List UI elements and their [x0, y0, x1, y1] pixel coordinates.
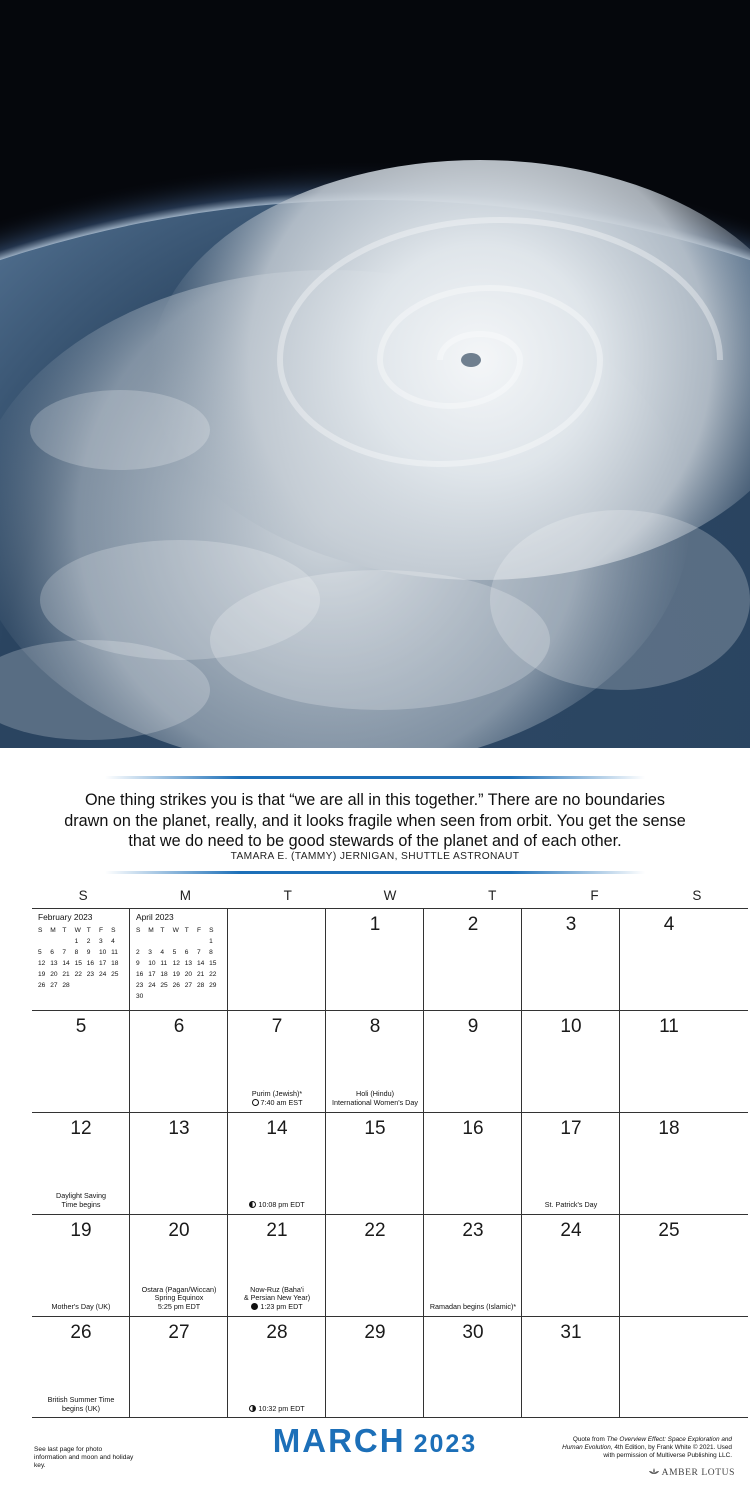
- mini-calendar-weekday: M: [50, 927, 56, 934]
- mini-calendar-cell: [130, 908, 228, 1010]
- moon-phase: [230, 1405, 324, 1414]
- day-cell-31[interactable]: [522, 1316, 620, 1418]
- mini-calendar-day: 24: [98, 971, 107, 978]
- holiday-label: Ostara (Pagan/Wiccan) Spring Equinox 5:25 pm EDT: [141, 1284, 217, 1312]
- quote-source-note: [562, 1436, 732, 1459]
- mini-calendar-day: [209, 991, 221, 1002]
- mini-calendar-day: 18: [111, 960, 119, 967]
- mini-calendar-day: [75, 980, 87, 991]
- weekday-label: S: [692, 888, 702, 903]
- day-number: 2: [467, 914, 479, 935]
- mini-calendar-day: [160, 936, 172, 947]
- day-cell-17[interactable]: [522, 1112, 620, 1214]
- quote-author: TAMARA E. (TAMMY) JERNIGAN, SHUTTLE ASTRONAUT: [230, 851, 520, 862]
- mini-calendar-day: 20: [50, 971, 58, 978]
- moon-time: 10:32 pm EDT: [258, 1404, 305, 1414]
- publisher-name: AMBER LOTUS: [661, 1468, 735, 1478]
- mini-calendar-weekday: T: [86, 927, 91, 934]
- moon-phase: [230, 1201, 324, 1210]
- day-note: [426, 1303, 520, 1312]
- day-number: 7: [271, 1016, 283, 1037]
- weekday-label: T: [283, 888, 292, 903]
- day-cell-6[interactable]: [130, 1010, 228, 1112]
- mini-calendar-day: 1: [209, 938, 213, 945]
- day-note: [524, 1201, 618, 1210]
- mini-calendar-day: 8: [209, 949, 213, 956]
- day-number: 24: [560, 1220, 582, 1241]
- mini-calendar-day: 30: [136, 993, 144, 1000]
- mini-calendar-day: 15: [74, 960, 82, 967]
- mini-calendar-day: 17: [148, 971, 156, 978]
- day-number: 15: [364, 1118, 386, 1139]
- mini-calendar-day: 21: [62, 971, 70, 978]
- day-cell-3[interactable]: [522, 908, 620, 1010]
- mini-calendar-day: 11: [111, 949, 118, 956]
- day-cell-29[interactable]: [326, 1316, 424, 1418]
- day-number: 9: [467, 1016, 479, 1037]
- day-cell-21[interactable]: [228, 1214, 326, 1316]
- day-number: 14: [266, 1118, 288, 1139]
- day-cell-11[interactable]: [620, 1010, 718, 1112]
- day-number: 23: [462, 1220, 484, 1241]
- holiday-label: British Summer Time begins (UK): [47, 1395, 115, 1414]
- moon-phase: [230, 1303, 324, 1312]
- mini-calendar-weekday: W: [74, 927, 81, 934]
- source-prefix: Quote from: [572, 1436, 607, 1443]
- mini-calendar-day: 8: [74, 949, 79, 956]
- mini-calendar-day: 15: [209, 960, 217, 967]
- mini-calendar-day: 10: [98, 949, 107, 956]
- day-number: 17: [560, 1118, 582, 1139]
- mini-calendar-day: 10: [148, 960, 156, 967]
- day-number: 28: [266, 1322, 288, 1343]
- day-cell-27[interactable]: [130, 1316, 228, 1418]
- day-note: [34, 1396, 128, 1414]
- mini-calendar-day: [173, 936, 185, 947]
- mini-calendar-day: 25: [111, 971, 119, 978]
- mini-calendar-day: 29: [209, 982, 217, 989]
- day-cell-15[interactable]: [326, 1112, 424, 1214]
- holiday-label: Now-Ruz (Baha'i & Persian New Year): [243, 1284, 311, 1303]
- mini-calendar-week: [136, 991, 221, 1002]
- mini-calendar-day: 23: [86, 971, 95, 978]
- mini-calendar-day: 23: [136, 982, 144, 989]
- mini-calendar-day: 22: [74, 971, 82, 978]
- mini-calendar-day: 2: [86, 938, 91, 945]
- mini-calendar-weekday: T: [160, 927, 165, 934]
- photo-info-note: See last page for photo information and moon and holiday key.: [34, 1446, 134, 1469]
- mini-calendar-day: 20: [184, 971, 193, 978]
- day-cell-19[interactable]: [32, 1214, 130, 1316]
- weekday-label: M: [179, 888, 192, 903]
- day-cell-7[interactable]: [228, 1010, 326, 1112]
- day-cell-13[interactable]: [130, 1112, 228, 1214]
- mini-calendar-day: [148, 991, 160, 1002]
- weekday-label: F: [590, 888, 599, 903]
- moon-time: 1:23 pm EDT: [260, 1302, 303, 1312]
- mini-calendar-day: 1: [74, 938, 79, 945]
- mini-calendar-day: [197, 936, 209, 947]
- mini-calendar-weekday: T: [62, 927, 67, 934]
- quote-bottom-rule: [105, 871, 645, 874]
- day-number: 20: [168, 1220, 190, 1241]
- day-note: [230, 1201, 324, 1210]
- mini-calendar-day: 13: [184, 960, 193, 967]
- mini-calendar-table: [136, 925, 221, 1002]
- mini-calendar-day: 28: [196, 982, 205, 989]
- mini-calendar-day: 17: [98, 960, 107, 967]
- mini-calendar-cell: [32, 908, 130, 1010]
- day-cell-5[interactable]: [32, 1010, 130, 1112]
- day-number: 6: [173, 1016, 185, 1037]
- mini-calendar-day: 9: [136, 960, 140, 967]
- holiday-label: Mother's Day (UK): [51, 1302, 111, 1312]
- mini-calendar-day: 16: [136, 971, 144, 978]
- mini-calendar-day: 14: [196, 960, 205, 967]
- mini-calendar-day: 7: [62, 949, 67, 956]
- weekday-label: W: [383, 888, 397, 903]
- mini-calendar-day: [87, 980, 99, 991]
- mini-calendar-week: [38, 947, 123, 958]
- mini-calendar-week: [136, 936, 221, 947]
- mini-calendar-day: 5: [172, 949, 177, 956]
- day-number: 21: [266, 1220, 288, 1241]
- weekday-label: S: [78, 888, 88, 903]
- holiday-label: St. Patrick's Day: [544, 1200, 598, 1210]
- mini-calendar-day: 27: [184, 982, 193, 989]
- month-name: MARCH: [272, 1422, 406, 1459]
- holiday-label: Holi (Hindu) International Women's Day: [332, 1089, 418, 1108]
- day-note: [34, 1192, 128, 1210]
- holiday-label: Daylight Saving Time begins: [56, 1191, 106, 1210]
- mini-calendar-day: [38, 936, 50, 947]
- day-cell-20[interactable]: [130, 1214, 228, 1316]
- day-number: 29: [364, 1322, 386, 1343]
- day-number: 31: [560, 1322, 582, 1343]
- day-note: [132, 1286, 226, 1312]
- mini-calendar-weekday: S: [136, 927, 141, 934]
- mini-calendar-day: 12: [172, 960, 180, 967]
- mini-calendar-day: 19: [38, 971, 46, 978]
- mini-calendar-weekday: S: [38, 927, 43, 934]
- moon-phase: [230, 1099, 324, 1108]
- day-cell-10[interactable]: [522, 1010, 620, 1112]
- mini-calendar-day: 3: [98, 938, 103, 945]
- mini-calendar-day: 26: [172, 982, 180, 989]
- mini-calendar-february: [38, 912, 124, 991]
- day-note: [230, 1090, 324, 1108]
- day-cell-25[interactable]: [620, 1214, 718, 1316]
- day-number: 4: [663, 914, 675, 935]
- mini-calendar-day: [50, 936, 62, 947]
- mini-calendar-week: [38, 980, 123, 991]
- mini-calendar-title: April 2023: [136, 912, 174, 922]
- day-cell-14[interactable]: [228, 1112, 326, 1214]
- day-number: 3: [565, 914, 577, 935]
- day-number: 25: [658, 1220, 680, 1241]
- mini-calendar-day: 7: [196, 949, 201, 956]
- publisher-logo: [590, 1468, 735, 1478]
- mini-calendar-day: 18: [160, 971, 168, 978]
- day-number: 5: [75, 1016, 87, 1037]
- mini-calendar-day: 14: [62, 960, 70, 967]
- mini-calendar-header-row: [136, 925, 221, 936]
- day-number: 30: [462, 1322, 484, 1343]
- mini-calendar-day: 4: [111, 938, 115, 945]
- mini-calendar-day: 5: [38, 949, 42, 956]
- quote-line: drawn on the planet, really, and it looks fragile when seen from orbit. You get the sense: [64, 811, 686, 830]
- hurricane-photo: [0, 0, 750, 748]
- mini-calendar-week: [136, 947, 221, 958]
- mini-calendar-day: [136, 936, 148, 947]
- day-number: 11: [659, 1016, 679, 1037]
- mini-calendar-day: 6: [184, 949, 189, 956]
- mini-calendar-title: February 2023: [38, 912, 93, 922]
- day-cell-1[interactable]: [326, 908, 424, 1010]
- mini-calendar-day: 22: [209, 971, 217, 978]
- mini-calendar-day: 2: [136, 949, 140, 956]
- mini-calendar-day: 13: [50, 960, 58, 967]
- day-cell-4[interactable]: [620, 908, 718, 1010]
- day-cell-12[interactable]: [32, 1112, 130, 1214]
- holiday-label: Purim (Jewish)*: [251, 1089, 303, 1099]
- day-cell-26[interactable]: [32, 1316, 130, 1418]
- mini-calendar-day: 26: [38, 982, 46, 989]
- moon-time: 10:08 pm EDT: [258, 1200, 305, 1210]
- cover-photo: [0, 0, 750, 748]
- mini-calendar-day: 25: [160, 982, 168, 989]
- new-moon-icon: [251, 1303, 258, 1310]
- day-note: [328, 1090, 422, 1108]
- mini-calendar-day: [185, 991, 197, 1002]
- weekday-header: [32, 888, 748, 908]
- mini-calendar-day: 9: [86, 949, 91, 956]
- mini-calendar-week: [38, 936, 123, 947]
- weekday-label: T: [488, 888, 497, 903]
- quote-text: [40, 790, 710, 852]
- moon-time: 7:40 am EST: [260, 1098, 303, 1108]
- mini-calendar-weekday: T: [184, 927, 189, 934]
- mini-calendar-weekday: S: [209, 927, 214, 934]
- day-number: 27: [168, 1322, 190, 1343]
- calendar-grid: [32, 908, 748, 1418]
- day-note: [34, 1303, 128, 1312]
- day-number: 18: [658, 1118, 680, 1139]
- day-number: 13: [168, 1118, 190, 1139]
- mini-calendar-week: [136, 958, 221, 969]
- mini-calendar-day: 28: [62, 982, 70, 989]
- mini-calendar-day: [62, 936, 74, 947]
- mini-calendar-day: [148, 936, 160, 947]
- mini-calendar-table: [38, 925, 123, 991]
- day-number: 16: [462, 1118, 484, 1139]
- day-cell-30[interactable]: [424, 1316, 522, 1418]
- mini-calendar-weekday: S: [111, 927, 116, 934]
- day-cell-24[interactable]: [522, 1214, 620, 1316]
- day-number: 8: [369, 1016, 381, 1037]
- mini-calendar-week: [38, 969, 123, 980]
- full-moon-icon: [252, 1099, 259, 1106]
- day-number: 12: [70, 1118, 92, 1139]
- mini-calendar-day: 27: [50, 982, 58, 989]
- month-year: 2023: [413, 1430, 478, 1458]
- day-number: 19: [70, 1220, 92, 1241]
- day-number: 10: [560, 1016, 582, 1037]
- mini-calendar-day: 21: [196, 971, 205, 978]
- day-note: [230, 1405, 324, 1414]
- day-cell-2[interactable]: [424, 908, 522, 1010]
- day-cell-16[interactable]: [424, 1112, 522, 1214]
- quote-line: One thing strikes you is that “we are all in this together.” There are no boundaries: [84, 791, 666, 809]
- day-number: 1: [369, 914, 381, 935]
- quote-top-rule: [105, 776, 645, 779]
- lotus-icon: [649, 1468, 659, 1475]
- day-number: 22: [364, 1220, 386, 1241]
- mini-calendar-day: 6: [50, 949, 54, 956]
- last-moon-icon: [249, 1201, 256, 1208]
- mini-calendar-week: [136, 980, 221, 991]
- mini-calendar-day: [160, 991, 172, 1002]
- day-cell-8[interactable]: [326, 1010, 424, 1112]
- mini-calendar-april: [136, 912, 222, 1002]
- mini-calendar-day: 12: [38, 960, 46, 967]
- mini-calendar-day: [99, 980, 111, 991]
- mini-calendar-day: [173, 991, 185, 1002]
- mini-calendar-weekday: M: [148, 927, 154, 934]
- holiday-label: Ramadan begins (Islamic)*: [429, 1302, 517, 1312]
- day-cell-23[interactable]: [424, 1214, 522, 1316]
- mini-calendar-weekday: F: [98, 927, 103, 934]
- mini-calendar-weekday: F: [196, 927, 201, 934]
- mini-calendar-day: 4: [160, 949, 165, 956]
- mini-calendar-day: 11: [160, 960, 168, 967]
- mini-calendar-weekday: W: [172, 927, 179, 934]
- day-note: [230, 1286, 324, 1312]
- mini-calendar-week: [38, 958, 123, 969]
- day-cell-9[interactable]: [424, 1010, 522, 1112]
- mini-calendar-day: [111, 980, 123, 991]
- mini-calendar-day: 24: [148, 982, 156, 989]
- mini-calendar-day: 3: [148, 949, 152, 956]
- day-cell-28[interactable]: [228, 1316, 326, 1418]
- source-title: The Overview Effect: Space Exploration and Human Evolution: [562, 1436, 732, 1451]
- day-cell-18[interactable]: [620, 1112, 718, 1214]
- mini-calendar-day: [197, 991, 209, 1002]
- quote-line: that we do need to be good stewards of the planet and of each other.: [128, 832, 622, 850]
- mini-calendar-header-row: [38, 925, 123, 936]
- mini-calendar-day: 16: [86, 960, 95, 967]
- source-suffix: , 4th Edition, by Frank White © 2021. Used with permission of Multiverse Publishing LLC.: [603, 1443, 732, 1459]
- day-cell-22[interactable]: [326, 1214, 424, 1316]
- mini-calendar-day: [185, 936, 197, 947]
- day-number: 26: [70, 1322, 92, 1343]
- first-moon-icon: [249, 1405, 256, 1412]
- mini-calendar-week: [136, 969, 221, 980]
- mini-calendar-day: 19: [172, 971, 180, 978]
